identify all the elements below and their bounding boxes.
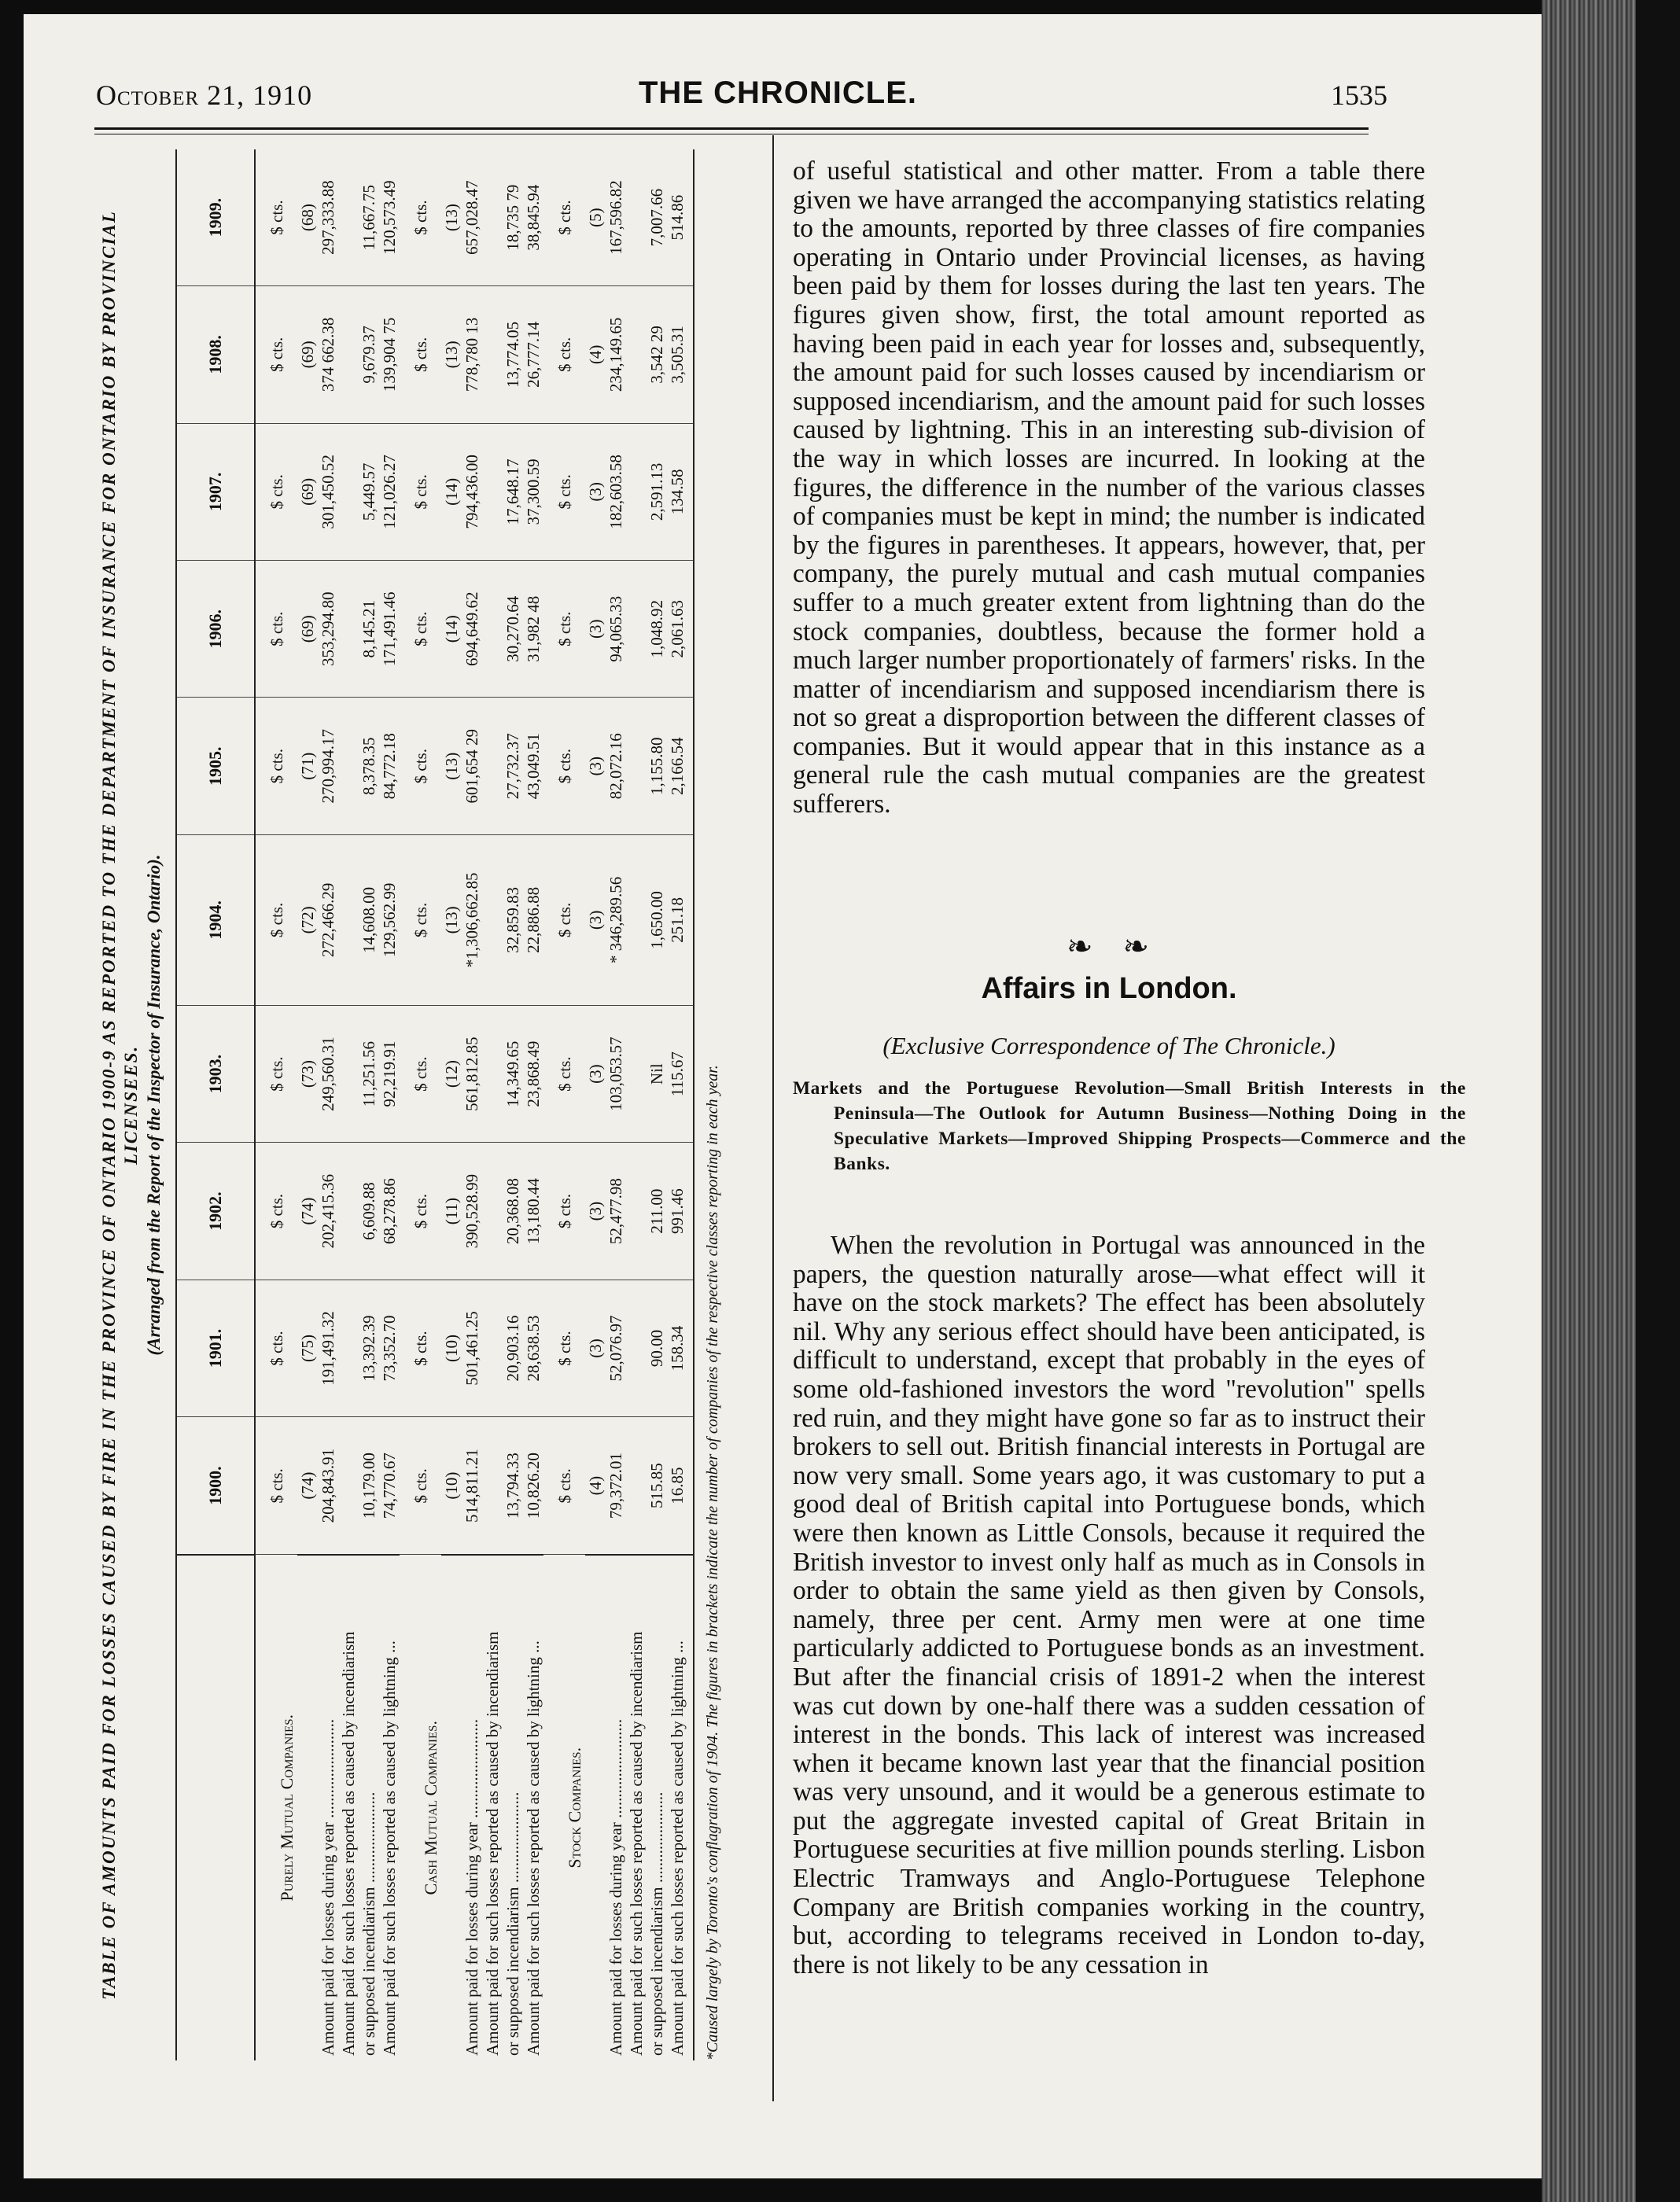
value-cell: 74,770.67 [379, 1417, 400, 1555]
value-cell: 374 662.38 [318, 286, 338, 423]
fire-losses-table [175, 149, 694, 2060]
value-cell: 121,026.27 [379, 423, 400, 560]
label-header [176, 1555, 255, 2060]
value-cell: 301,450.52 [318, 423, 338, 560]
value-cell: 234,149.65 [606, 286, 626, 423]
value-cell: 52,477.98 [606, 1143, 626, 1280]
company-count: (69) [297, 561, 318, 698]
value-cell: 171,491.46 [379, 561, 400, 698]
value-cell: 514,811.21 [462, 1417, 482, 1555]
value-cell [338, 1417, 359, 1555]
row-label: or supposed incendiarism ...................... [359, 1555, 379, 2060]
value-cell: 73,352.70 [379, 1280, 400, 1416]
value-cell [338, 1280, 359, 1416]
value-cell: 514.86 [667, 149, 694, 286]
value-cell: 694,649.62 [462, 561, 482, 698]
fire-losses-table-rotated [98, 149, 743, 2060]
value-cell: 11,251.56 [359, 1005, 379, 1142]
value-cell: 120,573.49 [379, 149, 400, 286]
value-cell: 84,772.18 [379, 698, 400, 834]
unit-cell: $ cts. [400, 561, 441, 698]
value-cell: 92,219.91 [379, 1005, 400, 1142]
value-cell: 82,072.16 [606, 698, 626, 834]
year-header: 1909. [176, 149, 255, 286]
unit-cell: $ cts. [255, 1280, 297, 1416]
value-cell: 167,596.82 [606, 149, 626, 286]
row-label: Amount paid for losses during year ........................ [318, 1555, 338, 2060]
unit-cell: $ cts. [255, 423, 297, 560]
year-header: 1904. [176, 834, 255, 1005]
company-count: (13) [441, 286, 462, 423]
unit-cell: $ cts. [543, 561, 585, 698]
year-header: 1903. [176, 1005, 255, 1142]
value-cell: 10,826.20 [523, 1417, 543, 1555]
company-count: (12) [441, 1005, 462, 1142]
year-header: 1905. [176, 698, 255, 834]
unit-cell: $ cts. [400, 698, 441, 834]
value-cell: 991.46 [667, 1143, 694, 1280]
value-cell: 2,061.63 [667, 561, 694, 698]
value-cell: 211.00 [647, 1143, 667, 1280]
company-count: (3) [585, 834, 606, 1005]
table-row [379, 149, 400, 2060]
header-title: THE CHRONICLE. [639, 75, 917, 110]
value-cell: 79,372.01 [606, 1417, 626, 1555]
value-cell: 38,845.94 [523, 149, 543, 286]
value-cell [482, 149, 503, 286]
unit-cell: $ cts. [543, 1143, 585, 1280]
company-count: (74) [297, 1143, 318, 1280]
company-count: (11) [441, 1143, 462, 1280]
count-label-cell [441, 1555, 462, 2060]
value-cell: 52,076.97 [606, 1280, 626, 1416]
ornament-fleurons: ❧ ❧ [1067, 929, 1161, 964]
value-cell: 37,300.59 [523, 423, 543, 560]
row-label: or supposed incendiarism ...................... [647, 1555, 667, 2060]
row-label: Amount paid for such losses reported as caused by incendiarism [626, 1555, 647, 2060]
value-cell: 202,415.36 [318, 1143, 338, 1280]
row-label: Amount paid for such losses reported as caused by incendiarism [338, 1555, 359, 2060]
table-footnote: *Caused largely by Toronto's conflagration of 1904. The figures in brackets indicate the number of companies of the respective classes reporting in each year. [704, 1065, 721, 2060]
row-label: or supposed incendiarism ...................... [503, 1555, 523, 2060]
value-cell [626, 1280, 647, 1416]
value-cell: 297,333.88 [318, 149, 338, 286]
value-cell: 3,542 29 [647, 286, 667, 423]
value-cell [482, 1005, 503, 1142]
table-row [647, 149, 667, 2060]
value-cell [482, 1280, 503, 1416]
company-count: (10) [441, 1417, 462, 1555]
value-cell: 90.00 [647, 1280, 667, 1416]
value-cell: 1,650.00 [647, 834, 667, 1005]
value-cell [482, 1143, 503, 1280]
value-cell: 657,028.47 [462, 149, 482, 286]
row-label: Amount paid for such losses reported as caused by lightning ... [667, 1555, 694, 2060]
value-cell: 129,562.99 [379, 834, 400, 1005]
year-header: 1901. [176, 1280, 255, 1416]
row-label: Amount paid for such losses reported as caused by lightning ... [379, 1555, 400, 2060]
year-header: 1902. [176, 1143, 255, 1280]
company-count: (13) [441, 698, 462, 834]
unit-cell: $ cts. [400, 1005, 441, 1142]
value-cell: 16.85 [667, 1417, 694, 1555]
company-count: (13) [441, 834, 462, 1005]
value-cell: 272,466.29 [318, 834, 338, 1005]
value-cell: 8,145.21 [359, 561, 379, 698]
value-cell: 10,179.00 [359, 1417, 379, 1555]
unit-cell: $ cts. [255, 1143, 297, 1280]
article-subtitle: (Exclusive Correspondence of The Chronicle.) [882, 1032, 1336, 1059]
company-count: (3) [585, 698, 606, 834]
value-cell: 778,780 13 [462, 286, 482, 423]
unit-cell: $ cts. [400, 834, 441, 1005]
company-count: (69) [297, 423, 318, 560]
value-cell: 270,994.17 [318, 698, 338, 834]
value-cell: 68,278.86 [379, 1143, 400, 1280]
unit-cell: $ cts. [400, 286, 441, 423]
value-cell [626, 149, 647, 286]
value-cell [338, 1005, 359, 1142]
value-cell [626, 1417, 647, 1555]
value-cell [482, 698, 503, 834]
value-cell: 5,449.57 [359, 423, 379, 560]
year-header: 1907. [176, 423, 255, 560]
unit-cell: $ cts. [543, 423, 585, 560]
table-row [523, 149, 543, 2060]
value-cell: 115.67 [667, 1005, 694, 1142]
value-cell: 191,491.32 [318, 1280, 338, 1416]
value-cell [338, 698, 359, 834]
count-label-cell [585, 1555, 606, 2060]
page-number: 1535 [1331, 79, 1387, 111]
unit-cell: $ cts. [400, 1417, 441, 1555]
value-cell: 20,903.16 [503, 1280, 523, 1416]
value-cell [626, 1005, 647, 1142]
table-row [462, 149, 482, 2060]
value-cell: 1,048.92 [647, 561, 667, 698]
table-row [503, 149, 523, 2060]
value-cell: 2,591.13 [647, 423, 667, 560]
value-cell: 17,648.17 [503, 423, 523, 560]
value-cell: 515.85 [647, 1417, 667, 1555]
value-cell [626, 286, 647, 423]
value-cell: 158.34 [667, 1280, 694, 1416]
value-cell: 9,679.37 [359, 286, 379, 423]
value-cell: 353,294.80 [318, 561, 338, 698]
table-row [626, 149, 647, 2060]
value-cell: 601,654 29 [462, 698, 482, 834]
value-cell: 28,638.53 [523, 1280, 543, 1416]
section-title: Stock Companies. [565, 1747, 584, 1869]
value-cell: 3,505.31 [667, 286, 694, 423]
value-cell: 103,053.57 [606, 1005, 626, 1142]
value-cell: 14,349.65 [503, 1005, 523, 1142]
table-subcaption: (Arranged from the Report of the Inspector of Insurance, Ontario). [144, 854, 164, 1356]
value-cell: 139,904 75 [379, 286, 400, 423]
year-header: 1906. [176, 561, 255, 698]
value-cell [338, 423, 359, 560]
value-cell: 501,461.25 [462, 1280, 482, 1416]
value-cell: 22,886.88 [523, 834, 543, 1005]
value-cell [482, 423, 503, 560]
company-count: (14) [441, 561, 462, 698]
year-header: 1908. [176, 286, 255, 423]
value-cell: 11,667.75 [359, 149, 379, 286]
company-count: (3) [585, 1280, 606, 1416]
article-body: When the revolution in Portugal was announced in the papers, the question naturally arose—what effect will it have on the stock markets? The effect has been absolutely nil. Why any serious effect should have been anticipated, is difficult to understand, except that probably in the eyes of some old-fashioned investors the word "revolution" spells red ruin, and they might have gone so far as to instruct their brokers to sell out. British financial interests in Portugal are now very small. Some years ago, it was customary to put a good deal of British capital into Portuguese bonds, which were then known as Little Consols, because it required the British investor to invest only half as much as in Consols in order to obtain the same yield as then given by Consols, namely, three per cent. Army men were at one time particularly addicted to Portuguese bonds as an investment. But after the financial crisis of 1891-2 when the interest was cut down by one-half there was a sudden cessation of interest in the bonds. This lack of interest was increased when it became known last year that the financial position was very unsound, and it would be a generous estimate to put the aggregate invested capital of Great Britain in Portuguese securities at five million pounds sterling. Lisbon Electric Tramways and Anglo-Portuguese Telephone Company are British companies working in the country, but, according to telegrams received in London to-day, there is not likely to be any cessation in [793, 1231, 1425, 1979]
unit-cell: $ cts. [255, 149, 297, 286]
company-count: (75) [297, 1280, 318, 1416]
value-cell [626, 834, 647, 1005]
value-cell: 32,859.83 [503, 834, 523, 1005]
company-count: (14) [441, 423, 462, 560]
table-row [338, 149, 359, 2060]
value-cell: 2,166.54 [667, 698, 694, 834]
value-cell [338, 149, 359, 286]
unit-cell: $ cts. [543, 834, 585, 1005]
value-cell: 182,603.58 [606, 423, 626, 560]
value-cell: 13,794.33 [503, 1417, 523, 1555]
row-label: Amount paid for losses during year ........................ [462, 1555, 482, 2060]
value-cell [338, 286, 359, 423]
company-count: (5) [585, 149, 606, 286]
value-cell: 26,777.14 [523, 286, 543, 423]
value-cell: 94,065.33 [606, 561, 626, 698]
intro-paragraph: of useful statistical and other matter. From a table there given we have arranged the accompanying statistics relating to the amounts, reported by three classes of fire companies operating in Ontario under Provincial licenses, as having been paid by them for losses during the last ten years. The figures given show, first, the total amount reported as having been paid in each year for losses and, subsequently, the amount paid for such losses caused by incendiarism or supposed incendiarism, and the amount paid for such losses caused by lightning. This in an interesting sub-division of the way in which losses are incurred. In looking at the figures, the difference in the number of the various classes of companies must be kept in mind; the number is indicated by the figures in parentheses. It appears, however, that, per company, the purely mutual and cash mutual companies suffer to a much greater extent from lightning than do the stock companies, doubtless, because the former hold a much larger number proportionately of farmers' risks. In the matter of incendiarism and supposed incendiarism there is not so great a disproportion between the different classes of companies. But it would appear that in this instance as a general rule the cash mutual companies are the greatest sufferers. [793, 156, 1425, 819]
value-cell: 8,378.35 [359, 698, 379, 834]
unit-cell: $ cts. [255, 1417, 297, 1555]
article-body-column [793, 1232, 1425, 1979]
value-cell [626, 1143, 647, 1280]
company-count: (4) [585, 1417, 606, 1555]
unit-cell: $ cts. [255, 561, 297, 698]
value-cell [482, 561, 503, 698]
unit-cell: $ cts. [543, 286, 585, 423]
unit-cell: $ cts. [255, 286, 297, 423]
table-body [255, 149, 694, 2060]
value-cell: 18,735 79 [503, 149, 523, 286]
company-count: (3) [585, 423, 606, 560]
value-cell: 30,270.64 [503, 561, 523, 698]
value-cell: 13,774.05 [503, 286, 523, 423]
unit-cell: $ cts. [543, 1005, 585, 1142]
value-cell: 31,982 48 [523, 561, 543, 698]
table-row [318, 149, 338, 2060]
company-count: (3) [585, 1143, 606, 1280]
unit-cell: $ cts. [400, 149, 441, 286]
value-cell: 134.58 [667, 423, 694, 560]
value-cell: 13,180.44 [523, 1143, 543, 1280]
unit-cell: $ cts. [543, 698, 585, 834]
unit-cell: $ cts. [400, 1280, 441, 1416]
table-row [359, 149, 379, 2060]
value-cell: 1,155.80 [647, 698, 667, 834]
company-count: (10) [441, 1280, 462, 1416]
value-cell: *1,306,662.85 [462, 834, 482, 1005]
intro-column [793, 157, 1425, 819]
unit-cell: $ cts. [400, 423, 441, 560]
value-cell: 23,868.49 [523, 1005, 543, 1142]
unit-cell: $ cts. [255, 834, 297, 1005]
company-count: (72) [297, 834, 318, 1005]
value-cell [338, 561, 359, 698]
company-count: (74) [297, 1417, 318, 1555]
column-divider [772, 135, 774, 2101]
row-label: Amount paid for such losses reported as caused by lightning ... [523, 1555, 543, 2060]
unit-cell: $ cts. [255, 698, 297, 834]
value-cell [626, 423, 647, 560]
table-row [482, 149, 503, 2060]
value-cell: 20,368.08 [503, 1143, 523, 1280]
value-cell: 43,049.51 [523, 698, 543, 834]
value-cell: 794,436.00 [462, 423, 482, 560]
company-count: (68) [297, 149, 318, 286]
value-cell [482, 286, 503, 423]
section-title: Purely Mutual Companies. [277, 1714, 297, 1902]
company-count: (3) [585, 1005, 606, 1142]
value-cell [338, 834, 359, 1005]
unit-cell: $ cts. [543, 1417, 585, 1555]
unit-cell: $ cts. [543, 149, 585, 286]
table-row [606, 149, 626, 2060]
header-rule [94, 127, 1369, 130]
table-caption: TABLE OF AMOUNTS PAID FOR LOSSES CAUSED BY FIRE IN THE PROVINCE OF ONTARIO 1900-9 AS REPORTED TO THE DEPARTMENT OF INSURANCE FOR ONTARIO BY PROVINCIAL LICENSEES. [99, 210, 141, 2000]
table-row [667, 149, 694, 2060]
value-cell [338, 1143, 359, 1280]
article-title: Affairs in London. [981, 972, 1237, 1005]
company-count: (13) [441, 149, 462, 286]
row-label: Amount paid for losses during year ........................ [606, 1555, 626, 2060]
article-summary: Markets and the Portuguese Revolution—Small British Interests in the Peninsula—The Outlook for Autumn Business—Nothing Doing in the Speculative Markets—Improved Shipping Prospects—Commerce and the Banks. [793, 1078, 1466, 1174]
value-cell: 204,843.91 [318, 1417, 338, 1555]
header-date: October 21, 1910 [96, 79, 313, 111]
value-cell: 251.18 [667, 834, 694, 1005]
year-header-row [176, 149, 255, 2060]
company-count: (71) [297, 698, 318, 834]
company-count: (69) [297, 286, 318, 423]
value-cell [626, 561, 647, 698]
count-label-cell [297, 1555, 318, 2060]
section-title: Cash Mutual Companies. [421, 1720, 440, 1895]
value-cell: Nil [647, 1005, 667, 1142]
value-cell: 14,608.00 [359, 834, 379, 1005]
row-label: Amount paid for such losses reported as caused by incendiarism [482, 1555, 503, 2060]
value-cell: 249,560.31 [318, 1005, 338, 1142]
company-count: (4) [585, 286, 606, 423]
value-cell: 561,812.85 [462, 1005, 482, 1142]
unit-cell: $ cts. [543, 1280, 585, 1416]
value-cell [626, 698, 647, 834]
company-count: (73) [297, 1005, 318, 1142]
value-cell: 390,528.99 [462, 1143, 482, 1280]
company-count: (3) [585, 561, 606, 698]
value-cell: 7,007.66 [647, 149, 667, 286]
year-header: 1900. [176, 1417, 255, 1555]
value-cell: 6,609.88 [359, 1143, 379, 1280]
scan-border [1636, 0, 1680, 2202]
value-cell: * 346,289.56 [606, 834, 626, 1005]
unit-cell: $ cts. [400, 1143, 441, 1280]
unit-cell: $ cts. [255, 1005, 297, 1142]
value-cell [482, 834, 503, 1005]
value-cell: 13,392.39 [359, 1280, 379, 1416]
value-cell: 27,732.37 [503, 698, 523, 834]
value-cell [482, 1417, 503, 1555]
